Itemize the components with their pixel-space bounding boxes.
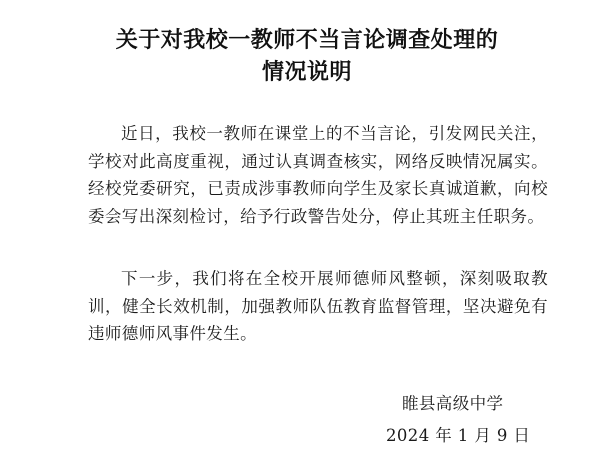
- document-title-line-1: 关于对我校一教师不当言论调查处理的: [115, 28, 499, 53]
- body-paragraph-2: 下一步，我们将在全校开展师德师风整顿，深刻吸取教训，健全长效机制，加强教师队伍教育监督管理，坚决避免有违师德师风事件发生。: [88, 269, 548, 344]
- signature-date: 2024 年 1 月 9 日: [386, 426, 531, 445]
- document-title-line-2: 情况说明: [261, 60, 352, 85]
- signature-organization: 睢县高级中学: [402, 394, 504, 413]
- body-paragraph-1: 近日，我校一教师在课堂上的不当言论，引发网民关注，学校对此高度重视，通过认真调查核实，网络反映情况属实。经校党委研究，已责成涉事教师向学生及家长真诚道歉，向校委会写出深刻检讨，给予行政警告处分，停止其班主任职务。: [88, 124, 548, 226]
